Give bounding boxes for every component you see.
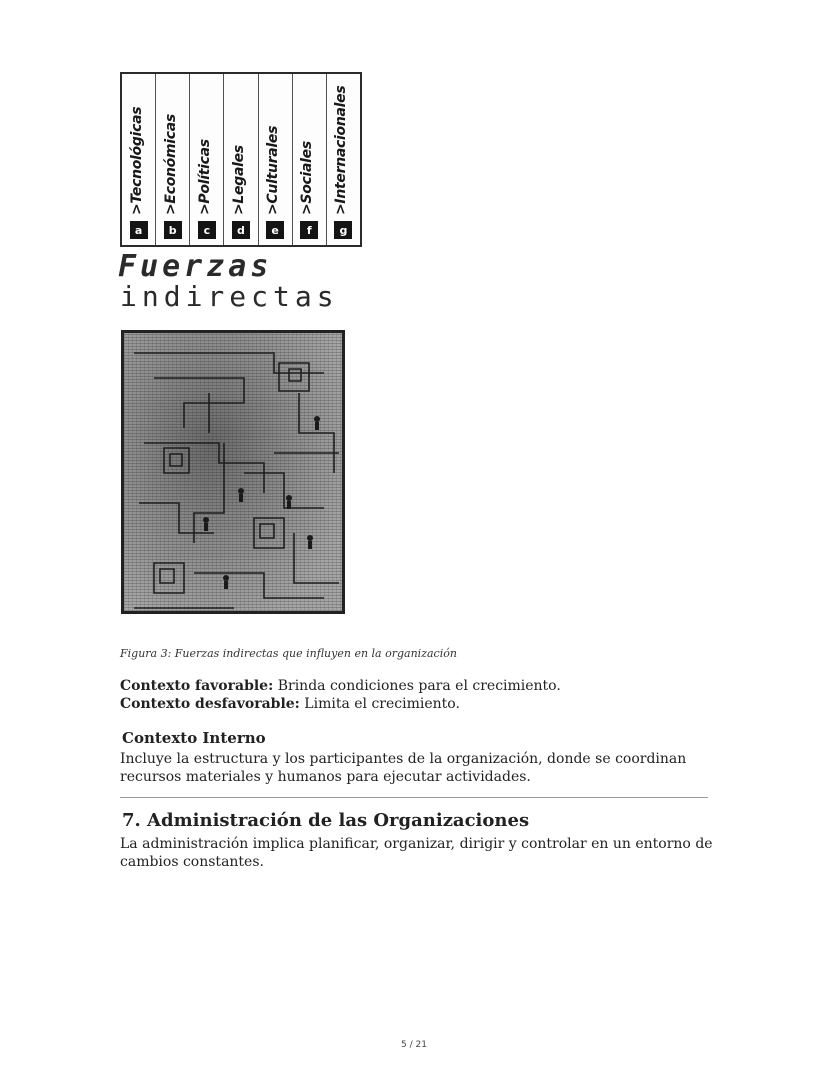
force-letter: e	[266, 221, 284, 239]
internal-context-text: Incluye la estructura y los participantes de la organización, donde se coordinan recursos materiales y humanos para ejecutar actividades.	[120, 751, 687, 785]
force-label: >Legales	[230, 145, 247, 215]
force-letter: d	[232, 221, 250, 239]
force-letter: c	[198, 221, 216, 239]
favorable-text: Brinda condiciones para el crecimiento.	[273, 678, 561, 694]
force-letter: b	[164, 221, 182, 239]
force-label: >Internacionales	[333, 85, 350, 215]
unfavorable-text: Limita el crecimiento.	[299, 696, 460, 712]
unfavorable-context-line	[120, 695, 460, 713]
figure-title-line1: Fuerzas	[118, 249, 273, 284]
force-column	[259, 74, 293, 245]
force-column	[224, 74, 258, 245]
figure-caption: Figura 3: Fuerzas indirectas que influyen en la organización	[120, 647, 457, 660]
maze-illustration	[121, 330, 345, 614]
force-column	[293, 74, 327, 245]
force-column	[122, 74, 156, 245]
page-number: 5 / 21	[401, 1040, 427, 1050]
force-label: >Culturales	[265, 125, 282, 215]
force-column	[190, 74, 224, 245]
force-column	[327, 74, 360, 245]
force-letter: a	[130, 221, 148, 239]
unfavorable-label: Contexto desfavorable:	[120, 696, 300, 712]
section7-heading: 7. Administración de las Organizaciones	[122, 810, 530, 831]
maze-lines	[124, 333, 345, 614]
force-letter: f	[300, 221, 318, 239]
favorable-context-line	[120, 677, 561, 695]
force-label: >Sociales	[299, 141, 316, 215]
section-divider	[120, 797, 708, 798]
force-letter: g	[334, 221, 352, 239]
force-label: >Tecnológicas	[128, 106, 145, 215]
section7-text: La administración implica planificar, organizar, dirigir y controlar en un entorno de cambios constantes.	[120, 836, 713, 870]
indirect-forces-table	[120, 72, 362, 247]
internal-context-heading: Contexto Interno	[122, 729, 266, 747]
force-column	[156, 74, 190, 245]
figure-title-line2: indirectas	[120, 280, 339, 313]
force-label: >Económicas	[162, 114, 179, 215]
favorable-label: Contexto favorable:	[120, 678, 274, 694]
force-label: >Políticas	[196, 139, 213, 215]
